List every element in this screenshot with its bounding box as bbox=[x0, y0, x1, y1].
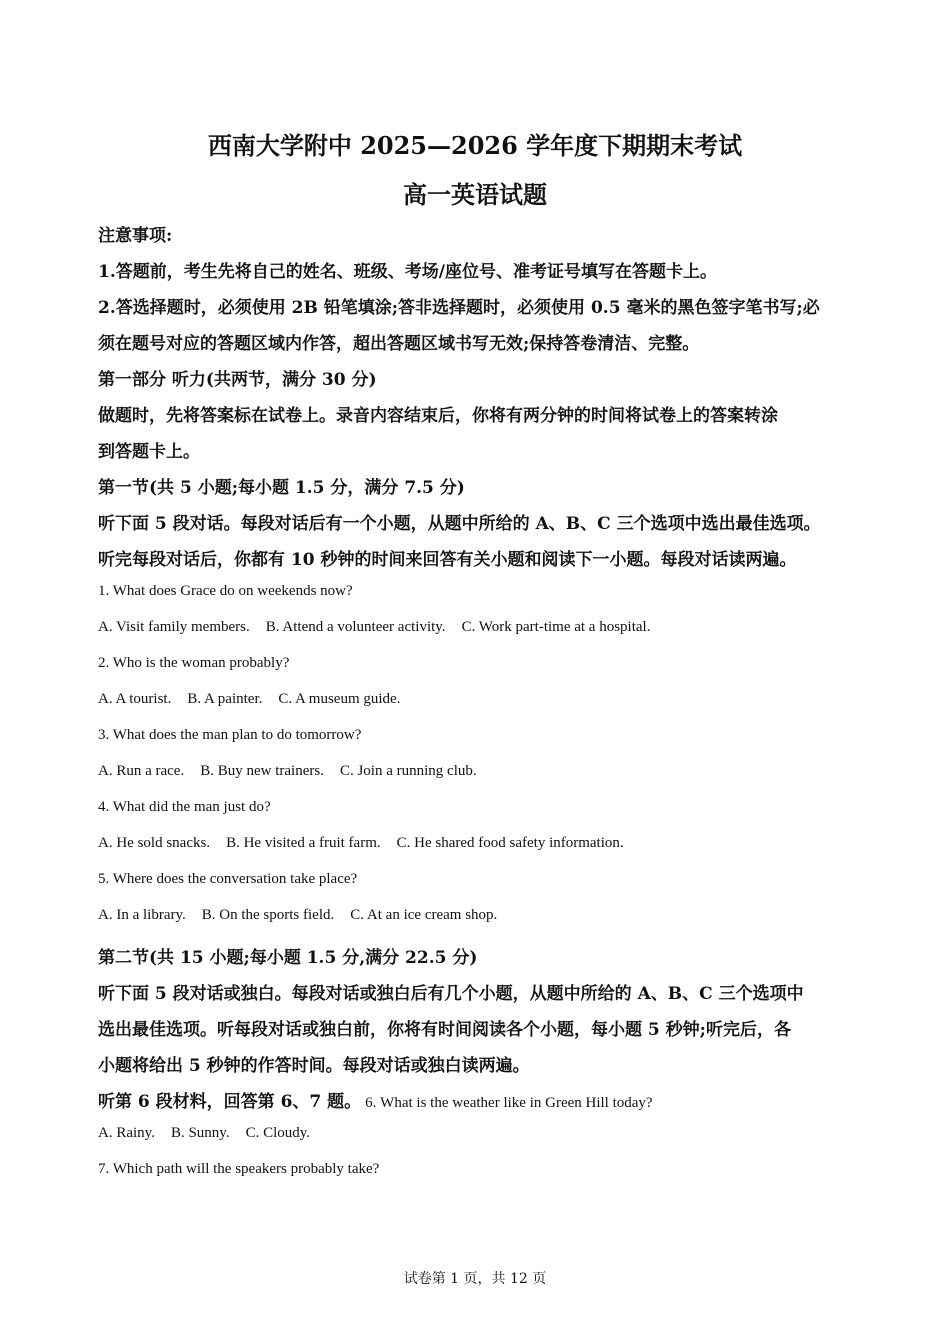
question-5-options bbox=[98, 907, 497, 924]
page-footer: 试卷第 1 页，共 12 页 bbox=[403, 1271, 547, 1287]
option-b: B. A painter. bbox=[187, 691, 263, 707]
question-6-options bbox=[98, 1125, 310, 1142]
question-5: 5. Where does the conversation take place? bbox=[98, 871, 358, 887]
exam-title: 西南大学附中 2025—2026 学年度下期期末考试 bbox=[207, 131, 743, 160]
notice-item-2-line-2: 须在题号对应的答题区域内作答，超出答题区域书写无效;保持答卷清洁、完整。 bbox=[98, 334, 700, 354]
option-c: C. Cloudy. bbox=[245, 1125, 311, 1141]
section2-heading: 第二节(共 15 小题;每小题 1.5 分,满分 22.5 分) bbox=[98, 948, 478, 968]
option-a: A. In a library. bbox=[98, 907, 186, 923]
exam-subtitle: 高一英语试题 bbox=[403, 180, 547, 209]
option-b: B. Buy new trainers. bbox=[200, 763, 324, 779]
section1-heading: 第一节(共 5 小题;每小题 1.5 分，满分 7.5 分) bbox=[98, 478, 465, 498]
question-3-options bbox=[98, 763, 477, 780]
notice-heading: 注意事项: bbox=[98, 226, 173, 246]
question-2-options bbox=[98, 691, 400, 708]
notice-item-2-line-1: 2.答选择题时，必须使用 2B 铅笔填涂;答非选择题时，必须使用 0.5 毫米的黑色签字笔书写;必 bbox=[98, 298, 820, 318]
section2-intro-line-2: 选出最佳选项。听每段对话或独白前，你将有时间阅读各个小题，每小题 5 秒钟;听完后，各 bbox=[98, 1020, 791, 1040]
part1-intro-line-1: 做题时，先将答案标在试卷上。录音内容结束后，你将有两分钟的时间将试卷上的答案转涂 bbox=[98, 406, 778, 426]
option-a: A. A tourist. bbox=[98, 691, 172, 707]
option-c: C. At an ice cream shop. bbox=[350, 907, 498, 923]
option-c: C. He shared food safety information. bbox=[396, 835, 624, 851]
question-2: 2. Who is the woman probably? bbox=[98, 655, 290, 671]
option-a: A. He sold snacks. bbox=[98, 835, 211, 851]
section1-intro-line-2: 听完每段对话后，你都有 10 秒钟的时间来回答有关小题和阅读下一小题。每段对话读两遍。 bbox=[98, 550, 797, 570]
option-a: A. Rainy. bbox=[98, 1125, 155, 1141]
material-6-label: 听第 6 段材料，回答第 6、7 题。 bbox=[98, 1092, 362, 1112]
notice-item-1: 1.答题前，考生先将自己的姓名、班级、考场/座位号、准考证号填写在答题卡上。 bbox=[98, 262, 717, 282]
question-6: 6. What is the weather like in Green Hill today? bbox=[365, 1095, 653, 1111]
material-6-row bbox=[98, 1087, 653, 1112]
part1-heading: 第一部分 听力(共两节，满分 30 分) bbox=[98, 370, 377, 390]
question-7: 7. Which path will the speakers probably take? bbox=[98, 1161, 380, 1177]
section2-intro-line-1: 听下面 5 段对话或独白。每段对话或独白后有几个小题，从题中所给的 A、B、C 三个选项中 bbox=[98, 984, 804, 1004]
part1-intro-line-2: 到答题卡上。 bbox=[98, 442, 200, 462]
section2-intro-line-3: 小题将给出 5 秒钟的作答时间。每段对话或独白读两遍。 bbox=[98, 1056, 530, 1076]
option-b: B. Sunny. bbox=[170, 1125, 230, 1141]
option-b: B. Attend a volunteer activity. bbox=[265, 619, 446, 635]
section1-intro-line-1: 听下面 5 段对话。每段对话后有一个小题，从题中所给的 A、B、C 三个选项中选出最佳选项。 bbox=[98, 514, 821, 534]
question-1: 1. What does Grace do on weekends now? bbox=[98, 583, 353, 599]
option-b: B. He visited a fruit farm. bbox=[226, 835, 381, 851]
option-a: A. Visit family members. bbox=[98, 619, 250, 635]
option-a: A. Run a race. bbox=[98, 763, 185, 779]
question-1-options bbox=[98, 619, 650, 636]
option-c: C. A museum guide. bbox=[278, 691, 401, 707]
option-c: C. Work part-time at a hospital. bbox=[461, 619, 651, 635]
question-4-options bbox=[98, 835, 624, 852]
question-3: 3. What does the man plan to do tomorrow? bbox=[98, 727, 362, 743]
question-4: 4. What did the man just do? bbox=[98, 799, 271, 815]
option-b: B. On the sports field. bbox=[201, 907, 335, 923]
option-c: C. Join a running club. bbox=[339, 763, 477, 779]
